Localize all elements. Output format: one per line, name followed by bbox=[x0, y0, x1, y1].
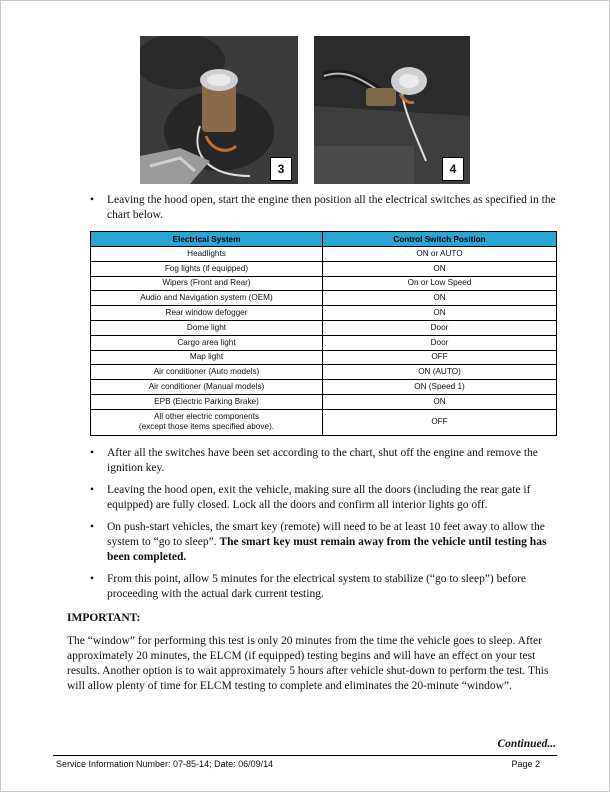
cell-system: Air conditioner (Auto models) bbox=[91, 365, 323, 380]
footer-page-number: Page 2 bbox=[511, 759, 540, 769]
cell-system: Air conditioner (Manual models) bbox=[91, 380, 323, 395]
bullet-start-engine bbox=[90, 193, 558, 223]
important-heading: IMPORTANT: bbox=[67, 612, 141, 624]
continued-label: Continued... bbox=[497, 738, 556, 750]
bullet-text: After all the switches have been set according to the chart, shut off the engine and remove the ignition key. bbox=[107, 447, 538, 474]
cell-system: EPB (Electric Parking Brake) bbox=[91, 394, 323, 409]
cell-position: On or Low Speed bbox=[323, 276, 557, 291]
photo-battery-terminal-3 bbox=[140, 36, 298, 184]
cell-position: ON bbox=[323, 261, 557, 276]
footer-divider bbox=[53, 755, 557, 756]
cell-position: ON bbox=[323, 394, 557, 409]
cell-system: Wipers (Front and Rear) bbox=[91, 276, 323, 291]
bullet-text bbox=[90, 520, 558, 565]
header-electrical-system: Electrical System bbox=[91, 232, 323, 247]
important-paragraph: The “window” for performing this test is only 20 minutes from the time the vehicle goes to sleep. After approximately 20 minutes, the ELCM (if equipped) testing begins and will have an effect on your test results. Another option is to wait approximately 5 hours after vehicle shut-down to perform the test. This will allow plenty of time for ELCM testing to complete and eliminates the 20-minute “window”. bbox=[67, 635, 549, 692]
bullet-text: From this point, allow 5 minutes for the electrical system to stabilize (“go to sleep”) before proceeding with the actual dark current testing. bbox=[107, 573, 526, 600]
bullet-text-bold: The smart key must remain away from the vehicle until testing has been completed. bbox=[107, 536, 547, 563]
table-row bbox=[91, 380, 557, 395]
bullet-stabilize bbox=[90, 572, 558, 602]
photo-number-badge: 3 bbox=[270, 157, 292, 181]
table-row bbox=[91, 276, 557, 291]
cell-position: ON bbox=[323, 291, 557, 306]
bullet-smart-key bbox=[90, 520, 558, 565]
table-row bbox=[91, 306, 557, 321]
table-row bbox=[91, 350, 557, 365]
cell-system: Map light bbox=[91, 350, 323, 365]
cell-position: Door bbox=[323, 320, 557, 335]
cell-system: Audio and Navigation system (OEM) bbox=[91, 291, 323, 306]
cell-system: Cargo area light bbox=[91, 335, 323, 350]
cell-position: OFF bbox=[323, 409, 557, 435]
cell-position: OFF bbox=[323, 350, 557, 365]
table-header-row bbox=[91, 232, 557, 247]
cell-system: Fog lights (if equipped) bbox=[91, 261, 323, 276]
cell-system: Rear window defogger bbox=[91, 306, 323, 321]
table-row bbox=[91, 291, 557, 306]
bullet-dot: • bbox=[90, 521, 95, 533]
table-row bbox=[91, 335, 557, 350]
bullet-dot: • bbox=[90, 484, 95, 496]
table-row bbox=[91, 320, 557, 335]
table-row bbox=[91, 365, 557, 380]
photo-battery-terminal-4 bbox=[314, 36, 470, 184]
table-row bbox=[91, 394, 557, 409]
bullet-text: Leaving the hood open, exit the vehicle, making sure all the doors (including the rear gate if equipped) are fully closed. Lock all the doors and confirm all interior lights go off. bbox=[107, 484, 531, 511]
cell-position: ON (Speed 1) bbox=[323, 380, 557, 395]
bullet-dot: • bbox=[90, 447, 95, 459]
bullet-exit-vehicle bbox=[90, 483, 558, 513]
bullet-shut-off-engine bbox=[90, 446, 558, 476]
footer-service-info: Service Information Number: 07-85-14; Date: 06/09/14 bbox=[56, 759, 274, 769]
cell-system-line2: (except those items specified above). bbox=[138, 422, 275, 432]
cell-system: Headlights bbox=[91, 247, 323, 262]
photo-number-badge: 4 bbox=[442, 157, 464, 181]
table-row bbox=[91, 247, 557, 262]
bullet-dot: • bbox=[90, 573, 95, 585]
cell-position: ON bbox=[323, 306, 557, 321]
cell-system bbox=[91, 409, 323, 435]
cell-system: Dome light bbox=[91, 320, 323, 335]
cell-position: Door bbox=[323, 335, 557, 350]
switch-position-table bbox=[90, 231, 557, 436]
table-row-other-components bbox=[91, 409, 557, 435]
bullet-text: Leaving the hood open, start the engine then position all the electrical switches as specified in the chart below. bbox=[107, 194, 556, 221]
cell-position: ON (AUTO) bbox=[323, 365, 557, 380]
cell-system-line1: All other electric components bbox=[153, 412, 260, 422]
table-row bbox=[91, 261, 557, 276]
bullet-dot: • bbox=[90, 194, 95, 206]
header-control-switch-position: Control Switch Position bbox=[323, 232, 557, 247]
cell-position: ON or AUTO bbox=[323, 247, 557, 262]
bullet-text-plain: On push-start vehicles, the smart key (remote) will need to be at least 10 feet away to allow the system to “go to sleep”. bbox=[107, 521, 545, 548]
